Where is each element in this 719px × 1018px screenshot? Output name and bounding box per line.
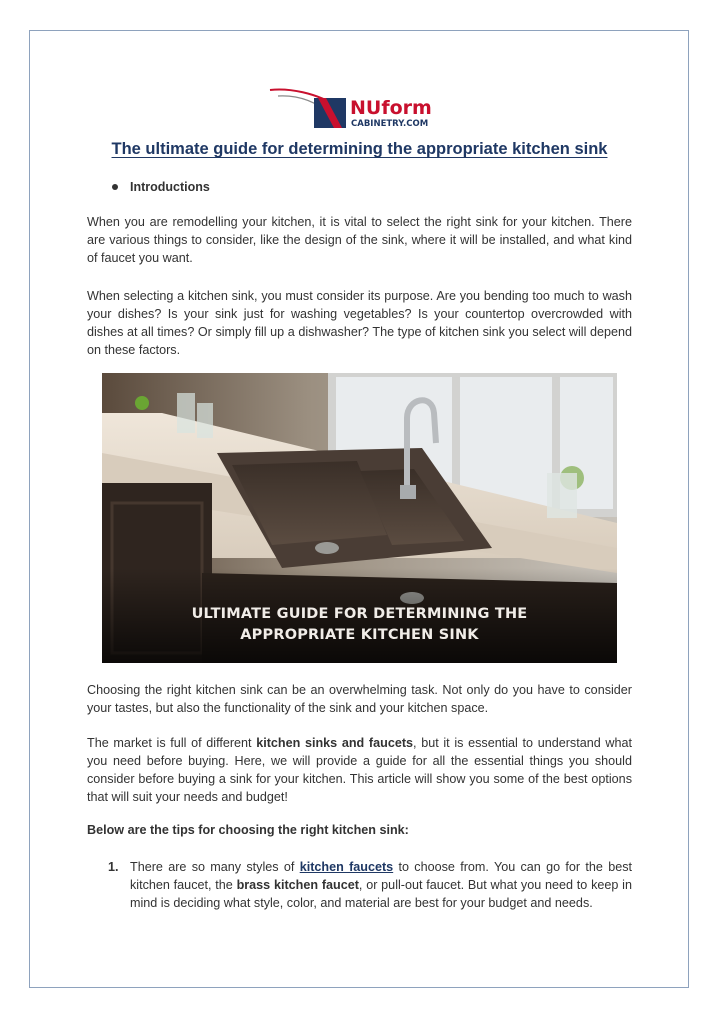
logo-brand-bottom: CABINETRY.COM: [351, 119, 429, 129]
tip-text-after: , or pull-out faucet. But what you need to keep in mind is deciding what style, color, and material are best for your budget and needs.: [130, 878, 632, 910]
bullet-introductions: [112, 180, 210, 194]
kitchen-faucets-link[interactable]: kitchen faucets: [299, 860, 394, 874]
paragraph-market: [87, 734, 632, 806]
bold-brass-kitchen-faucet: brass kitchen faucet: [236, 878, 359, 892]
tip-text-before: There are so many styles of: [130, 860, 300, 874]
tip-text: [130, 858, 632, 912]
hero-caption: [102, 604, 617, 646]
hero-caption-line1: ULTIMATE GUIDE FOR DETERMINING THE: [191, 606, 528, 622]
tip-text-middle: to choose from. You can go for the best kitchen faucet, the: [130, 860, 633, 892]
paragraph-choosing: Choosing the right kitchen sink can be an overwhelming task. Not only do you have to consider your tastes, but also the functionality of the sink and your kitchen space.: [87, 683, 632, 715]
bullet-label: Introductions: [130, 180, 210, 194]
hero-caption-line2: APPROPRIATE KITCHEN SINK: [240, 627, 479, 643]
bold-kitchen-sinks-and-faucets: kitchen sinks and faucets: [256, 736, 414, 750]
paragraph-market-text-after: , but it is essential to understand what you need before buying. Here, we will provide a guide for all the essential things you should consider before buying a sink for your kitchen. This article will show you some of the best options that will suit your needs and budget!: [87, 736, 632, 804]
tips-heading: Below are the tips for choosing the right kitchen sink:: [87, 823, 409, 837]
bullet-dot-icon: [112, 184, 118, 190]
page-title: The ultimate guide for determining the appropriate kitchen sink: [111, 140, 608, 158]
paragraph-market-text-before: The market is full of different: [87, 736, 257, 750]
tip-number: 1.: [108, 860, 119, 874]
nuform-logo: [268, 86, 438, 132]
logo-brand-top: NUform: [350, 97, 432, 119]
hero-kitchen-sink-image: [102, 373, 617, 663]
paragraph-remodelling: When you are remodelling your kitchen, it is vital to select the right sink for your kitchen. There are various things to consider, like the design of the sink, where it will be installed, and what kind of faucet you want.: [87, 215, 632, 265]
paragraph-purpose: When selecting a kitchen sink, you must consider its purpose. Are you bending too much to wash your dishes? Is your sink just for washing vegetables? Is your countertop overcrowded with dishes at all times? Or simply fill up a dishwasher? The type of kitchen sink you select will depend on these factors.: [87, 289, 632, 357]
tip-item-1: [108, 858, 632, 912]
